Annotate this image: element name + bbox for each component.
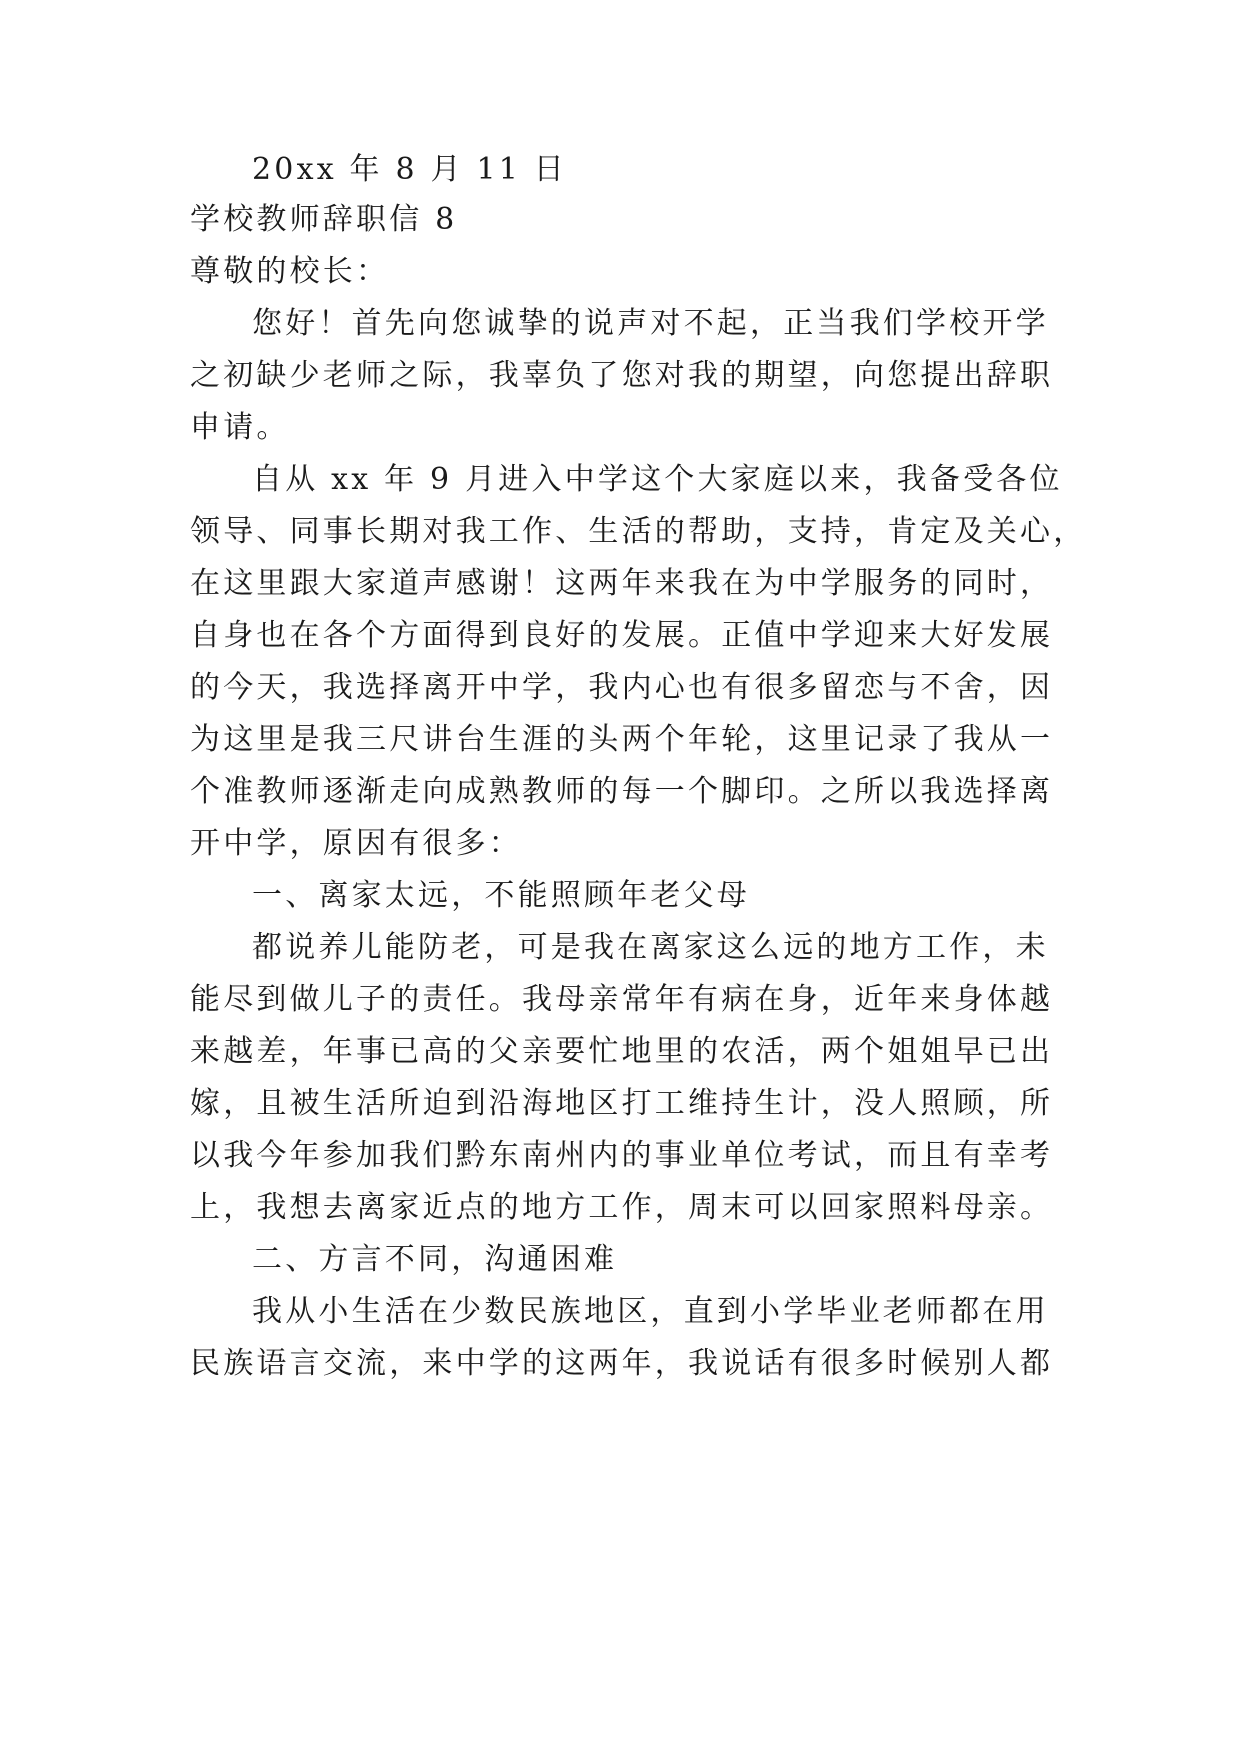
section-heading: 二、方言不同，沟通困难 <box>252 1242 618 1277</box>
text-line: 之初缺少老师之际，我辜负了您对我的期望，向您提出辞职 <box>190 358 1054 393</box>
letter-date: 20xx 年 8 月 11 日 <box>252 152 567 187</box>
text-line: 为这里是我三尺讲台生涯的头两个年轮，这里记录了我从一 <box>190 722 1054 757</box>
text-line: 的今天，我选择离开中学，我内心也有很多留恋与不舍，因 <box>190 670 1054 705</box>
text-line: 民族语言交流，来中学的这两年，我说话有很多时候别人都 <box>190 1346 1054 1381</box>
text-line: 申请。 <box>190 410 290 445</box>
letter-salutation: 尊敬的校长： <box>190 254 390 289</box>
text-line: 在这里跟大家道声感谢！这两年来我在为中学服务的同时， <box>190 566 1054 601</box>
text-line: 能尽到做儿子的责任。我母亲常年有病在身，近年来身体越 <box>190 982 1054 1017</box>
text-line: 领导、同事长期对我工作、生活的帮助，支持，肯定及关心， <box>190 514 1087 549</box>
text-line: 嫁，且被生活所迫到沿海地区打工维持生计，没人照顾，所 <box>190 1086 1054 1121</box>
text-line: 自身也在各个方面得到良好的发展。正值中学迎来大好发展 <box>190 618 1054 653</box>
text-line: 自从 xx 年 9 月进入中学这个大家庭以来，我备受各位 <box>252 462 1063 497</box>
text-line: 来越差，年事已高的父亲要忙地里的农活，两个姐姐早已出 <box>190 1034 1054 1069</box>
text-line: 开中学，原因有很多： <box>190 826 522 861</box>
text-line: 上，我想去离家近点的地方工作，周末可以回家照料母亲。 <box>190 1190 1054 1225</box>
text-line: 您好！首先向您诚挚的说声对不起，正当我们学校开学 <box>252 306 1049 341</box>
text-line: 我从小生活在少数民族地区，直到小学毕业老师都在用 <box>252 1294 1049 1329</box>
text-line: 以我今年参加我们黔东南州内的事业单位考试，而且有幸考 <box>190 1138 1054 1173</box>
text-line: 都说养儿能防老，可是我在离家这么远的地方工作，未 <box>252 930 1049 965</box>
section-heading: 一、离家太远，不能照顾年老父母 <box>252 878 750 913</box>
text-line: 个准教师逐渐走向成熟教师的每一个脚印。之所以我选择离 <box>190 774 1054 809</box>
letter-title: 学校教师辞职信 8 <box>190 202 458 237</box>
